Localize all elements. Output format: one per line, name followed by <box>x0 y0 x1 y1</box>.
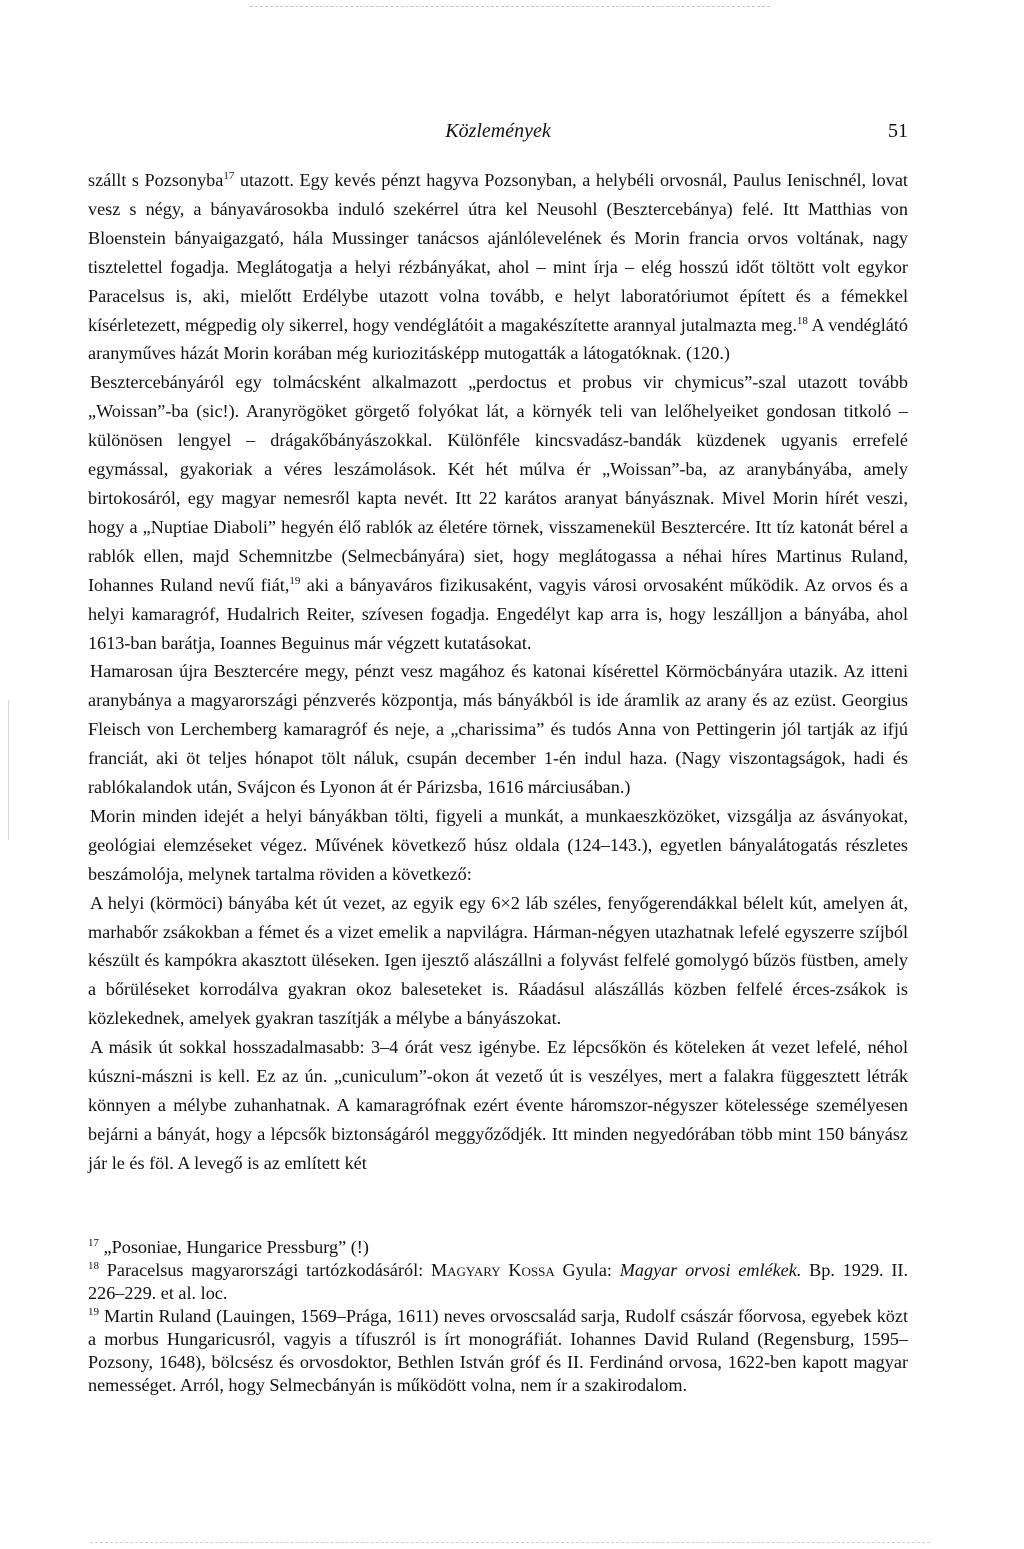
footnote-book-title: Magyar orvosi emlékek. <box>619 1260 802 1280</box>
running-title: Közlemények <box>445 120 551 142</box>
paragraph <box>88 889 908 1034</box>
footnote-text: Bp. 1929. II. 226–229. et al. loc. <box>88 1260 908 1303</box>
paragraph <box>88 657 908 802</box>
scan-artifact-bottom-line <box>90 1542 930 1543</box>
footnote-author: Magyary Kossa <box>430 1260 555 1280</box>
body-text <box>88 166 908 1178</box>
text-run: A vendéglátó aranyműves házát Morin korában még kuriozitásképp mutogatták a látogatóknak. (120.) <box>88 314 909 364</box>
text-run: Besztercebányáról egy tolmácsként alkalmazott „perdoctus et probus vir chymicus”-szal utazott tovább „Woissan”-ba (sic!). Aranyrögöket görgető folyókat lát, a környék teli van lelőhelyeiket gondosan titkoló – különösen lengyel – drágakőbányászokkal. Különféle kincsvadász-bandák küzdenek ugyanis errefelé egymással, gyakoriak a véres leszámolások. Két hét múlva ér „Woissan”-ba, az aranybányába, amely birtokosáról, egy magyar nemesről kapta nevét. Itt 22 karátos aranyat bányásznak. Mivel Morin hírét veszi, hogy a „Nuptiae Diaboli” hegyén élő rablók az életére törnek, visszamenekül Besztercére. Itt tíz katonát bérel a rablók ellen, majd Schemnitzbe (Selmecbányára) siet, hogy meglátogassa a néhai híres Martinus Ruland, Iohannes Ruland nevű fiát, <box>88 372 908 595</box>
footnote-ref-17: 17 <box>223 169 235 182</box>
footnote-ref-19: 19 <box>289 574 301 587</box>
footnote-number: 18 <box>88 1259 99 1272</box>
footnote <box>88 1305 908 1397</box>
text-run: A helyi (körmöci) bányába két út vezet, az egyik egy 6×2 láb széles, fenyőgerendákkal bélelt kút, amelyen át, marhabőr zsákokban a fémet és a vizet emelik a napvilágra. Hárman-négyen utazhatnak lefelé egyszerre szíjból készült és kampókra akasztott üléseken. Igen ijesztő alászállni a folyvást felfelé gomolygó bűzös füstben, amely a bőrüléseket korrodálva gyakran okoz baleseteket is. Ráadásul alászállás közben felfelé érces-zsákok is közlekednek, amelyek gyakran taszítják a mélybe a bányászokat. <box>88 892 908 1029</box>
scan-artifact-top-line <box>250 6 770 7</box>
paragraph <box>88 368 908 657</box>
page-number: 51 <box>888 120 908 142</box>
text-run: utazott. Egy kevés pénzt hagyva Pozsonyban, a helybéli orvosnál, Paulus Ienischnél, lovat vesz s négy, a bányavárosokba induló szekérrel útra kel Neusohl (Besztercebánya) felé. Itt Matthias von Bloenstein bányaigazgató, hála Mussinger tanácsos ajánlólevelének és Morin francia orvos voltának, nagy tisztelettel fogadja. Meglátogatja a helyi rézbányákat, ahol – mint írja – elég hosszú időt töltött volt egykor Paracelsus is, aki, mielőtt Erdélybe utazott volna tovább, e helyt laboratóriumot épített és a fémekkel kísérletezett, mégpedig oly sikerrel, hogy vendéglátóit a magakészítette arannyal jutalmazta meg. <box>88 170 908 335</box>
footnote-text: „Posoniae, Hungarice Pressburg” (!) <box>103 1237 369 1257</box>
text-run: Hamarosan újra Besztercére megy, pénzt vesz magához és katonai kísérettel Körmöcbányára utazik. Az itteni aranybánya a magyarországi pénzverés központja, más bányákból is ide áramlik az arany és az ezüst. Georgius Fleisch von Lerchemberg kamaragróf és neje, a „charissima” és tudós Anna von Pettingerin jól tartják az ifjú franciát, aki öt teljes hónapot tölt náluk, csupán december 1-én indul haza. (Nagy viszontagságok, hadi és rablókalandok után, Svájcon és Lyonon át ér Párizsba, 1616 márciusában.) <box>88 661 908 798</box>
paragraph <box>88 166 908 368</box>
text-run: aki a bányaváros fizikusaként, vagyis városi orvosaként működik. Az orvos és a helyi kamaragróf, Hudalrich Reiter, szívesen fogadja. Engedélyt kap arra is, hogy leszálljon a bányába, ahol 1613-ban barátja, Ioannes Beguinus már végzett kutatásokat. <box>88 574 909 653</box>
text-run: szállt s Pozsonyba <box>88 170 224 190</box>
footnote-number: 19 <box>88 1305 99 1318</box>
text-run: Morin minden idejét a helyi bányákban tölti, figyeli a munkát, a munkaeszközöket, vizsgálja az ásványokat, geológiai elemzéseket végez. Művének következő húsz oldala (124–143.), egyetlen bányalátogatás részletes beszámolója, melynek tartalma röviden a következő: <box>88 805 908 884</box>
page-header <box>88 120 908 146</box>
text-run: A másik út sokkal hosszadalmasabb: 3–4 órát vesz igénybe. Ez lépcsőkön és köteleken át vezet lefelé, néhol kúszni-mászni is kell. Ez az ún. „cuniculum”-okon át vezető út is veszélyes, mert a falakra függesztett létrák könnyen a mélybe zuhanhatnak. A kamaragrófnak ezért évente háromszor-négyszer kötelessége személyesen bejárni a bányát, hogy a lépcsők biztonságáról meggyőződjék. Itt minden negyedórában több mint 150 bányász jár le és föl. A levegő is az említett két <box>88 1037 908 1173</box>
footnote-text: Martin Ruland (Lauingen, 1569–Prága, 1611) neves orvoscsalád sarja, Rudolf császár főorvosa, egyebek közt a morbus Hungaricusról, vagyis a tífuszról is írt monográfiát. Iohannes David Ruland (Regensburg, 1595–Pozsony, 1648), bölcsész és orvosdoktor, Bethlen István gróf és II. Ferdinánd orvosa, 1622-ben kapott magyar nemességet. Arról, hogy Selmecbányán is működött volna, nem ír a szakirodalom. <box>88 1306 909 1395</box>
footnote-number: 17 <box>88 1236 99 1249</box>
paragraph <box>88 802 908 889</box>
footnotes <box>88 1236 908 1397</box>
footnote <box>88 1259 908 1305</box>
footnote-text: Paracelsus magyarországi tartózkodásáról: <box>106 1260 431 1280</box>
footnote <box>88 1236 908 1259</box>
paragraph <box>88 1033 908 1178</box>
footnote-text: Gyula: <box>554 1260 620 1280</box>
footnote-ref-18: 18 <box>796 314 808 327</box>
scan-artifact-left-line <box>8 700 9 840</box>
